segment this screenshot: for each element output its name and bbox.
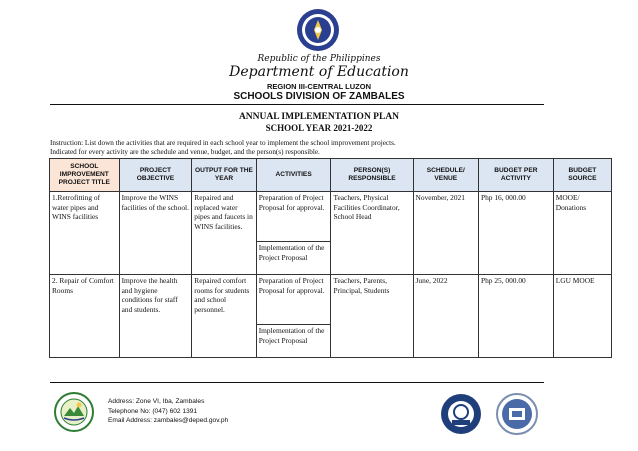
column-header: BUDGET PER ACTIVITY xyxy=(478,159,553,192)
output-cell: Repaired and replaced water pipes and faucets in WINS facilities. xyxy=(192,192,256,275)
project-title-cell: 1.Retrofitting of water pipes and WINS facilities xyxy=(50,192,120,275)
table-row xyxy=(50,275,612,358)
column-header: SCHOOL IMPROVEMENT PROJECT TITLE xyxy=(50,159,120,192)
school-year: SCHOOL YEAR 2021-2022 xyxy=(265,123,373,133)
region-heading: REGION III-CENTRAL LUZON xyxy=(266,82,372,91)
activity-item: Preparation of Project Proposal for approval. xyxy=(257,275,331,325)
activities-cell xyxy=(256,275,331,358)
output-cell: Repaired comfort rooms for students and school personnel. xyxy=(192,275,256,358)
objective-cell: Improve the health and hygiene conditions for staff and students. xyxy=(119,275,192,358)
budget-cell: Php 25, 000.00 xyxy=(478,275,553,358)
objective-cell: Improve the WINS facilities of the school. xyxy=(119,192,192,275)
column-header: OUTPUT FOR THE YEAR xyxy=(192,159,256,192)
table-header-row xyxy=(50,159,612,192)
implementation-plan-table xyxy=(49,158,612,358)
schedule-cell: June, 2022 xyxy=(413,275,478,358)
table-row xyxy=(50,192,612,275)
zambales-division-seal-icon xyxy=(54,392,94,432)
instruction-text xyxy=(50,139,396,156)
iqnet-certification-icon xyxy=(440,393,482,435)
schedule-cell: November, 2021 xyxy=(413,192,478,275)
budget-source-cell: MOOE/ Donations xyxy=(553,192,611,275)
plan-title: ANNUAL IMPLEMENTATION PLAN xyxy=(238,112,400,122)
email-text: Email Address: zambales@deped.gov.ph xyxy=(108,417,229,424)
budget-source-cell: LGU MOOE xyxy=(553,275,611,358)
activity-item: Implementation of the Project Proposal xyxy=(258,243,325,262)
persons-cell: Teachers, Parents, Principal, Students xyxy=(331,275,413,358)
column-header: BUDGET SOURCE xyxy=(553,159,611,192)
column-header: ACTIVITIES xyxy=(256,159,331,192)
column-header: PERSON(S) RESPONSIBLE xyxy=(331,159,413,192)
address-text: Address: Zone VI, Iba, Zambales xyxy=(108,398,205,405)
telephone-text: Telephone No: (047) 602 1391 xyxy=(108,407,198,415)
tuv-certification-icon xyxy=(496,393,538,435)
footer-contact xyxy=(108,397,228,426)
footer-divider xyxy=(50,382,544,383)
republic-heading: Republic of the Philippines xyxy=(257,54,381,64)
deped-seal-icon xyxy=(296,8,340,52)
header-divider xyxy=(50,104,544,105)
column-header: PROJECT OBJECTIVE xyxy=(119,159,192,192)
project-title-cell: 2. Repair of Comfort Rooms xyxy=(50,275,120,358)
instruction-line-1: Instruction: List down the activities that are required in each school year to implement the school improvement projects. xyxy=(50,139,396,147)
instruction-line-2: Indicated for every activity are the schedule and venue, budget, and the person(s) responsible. xyxy=(50,147,320,156)
persons-cell: Teachers, Physical Facilities Coordinator, School Head xyxy=(331,192,413,275)
column-header: SCHEDULE/ VENUE xyxy=(413,159,478,192)
activities-cell xyxy=(256,192,331,275)
division-heading: SCHOOLS DIVISION OF ZAMBALES xyxy=(233,91,405,102)
department-heading: Department of Education xyxy=(229,64,409,80)
budget-cell: Php 16, 000.00 xyxy=(478,192,553,275)
activity-item: Implementation of the Project Proposal xyxy=(258,326,325,345)
activity-item: Preparation of Project Proposal for approval. xyxy=(257,192,331,242)
